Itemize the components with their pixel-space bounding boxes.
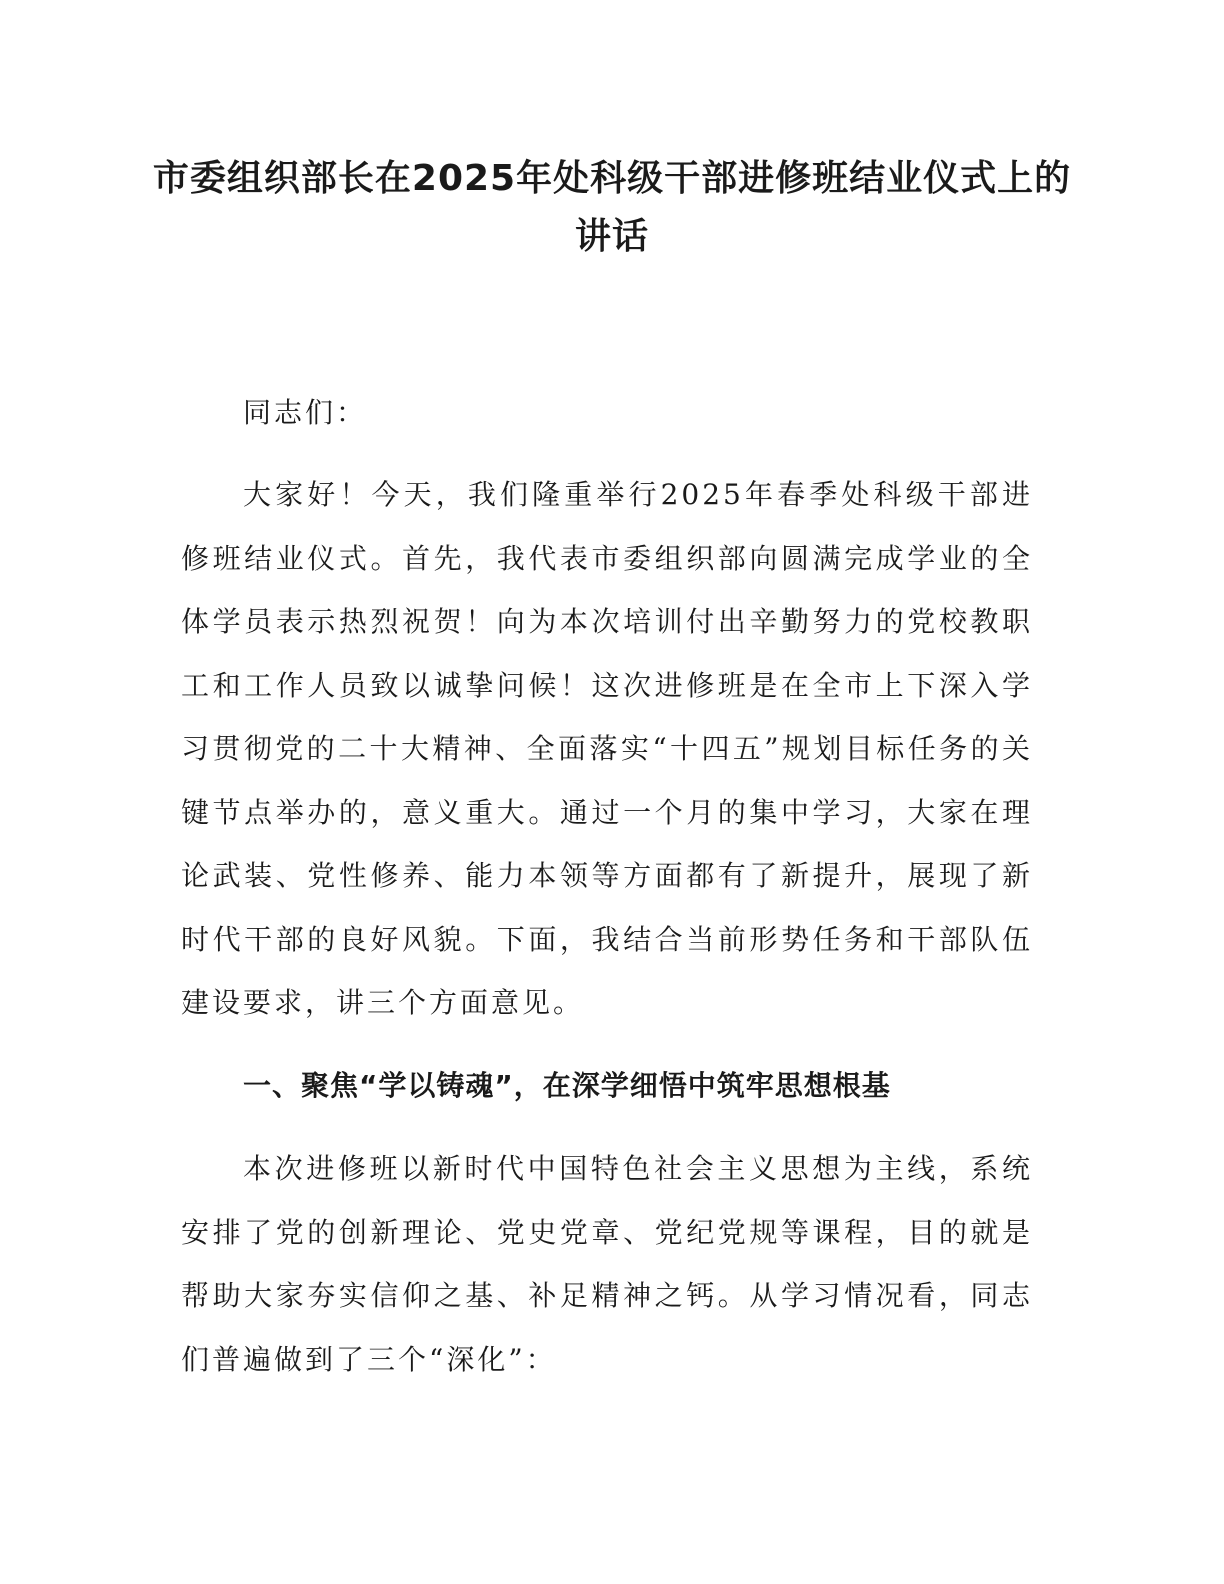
section-paragraph: 本次进修班以新时代中国特色社会主义思想为主线，系统安排了党的创新理论、党史党章、党纪党规等课程，目的就是帮助大家夯实信仰之基、补足精神之钙。从学习情况看，同志们普遍做到了三个“深化”： [181, 1152, 1033, 1376]
section-heading: 一、聚焦“学以铸魂”，在深学细悟中筑牢思想根基 [243, 1069, 891, 1102]
opening-paragraph: 大家好！今天，我们隆重举行2025年春季处科级干部进修班结业仪式。首先，我代表市委组织部向圆满完成学业的全体学员表示热烈祝贺！向为本次培训付出辛勤努力的党校教职工和工作人员致以诚挚问候！这次进修班是在全市上下深入学习贯彻党的二十大精神、全面落实“十四五”规划目标任务的关键节点举办的，意义重大。通过一个月的集中学习，大家在理论武装、党性修养、能力本领等方面都有了新提升，展现了新时代干部的良好风貌。下面，我结合当前形势任务和干部队伍建设要求，讲三个方面意见。 [181, 478, 1033, 1019]
salutation: 同志们： [243, 396, 368, 429]
document-title: 市委组织部长在2025年处科级干部进修班结业仪式上的讲话 [152, 158, 1072, 257]
